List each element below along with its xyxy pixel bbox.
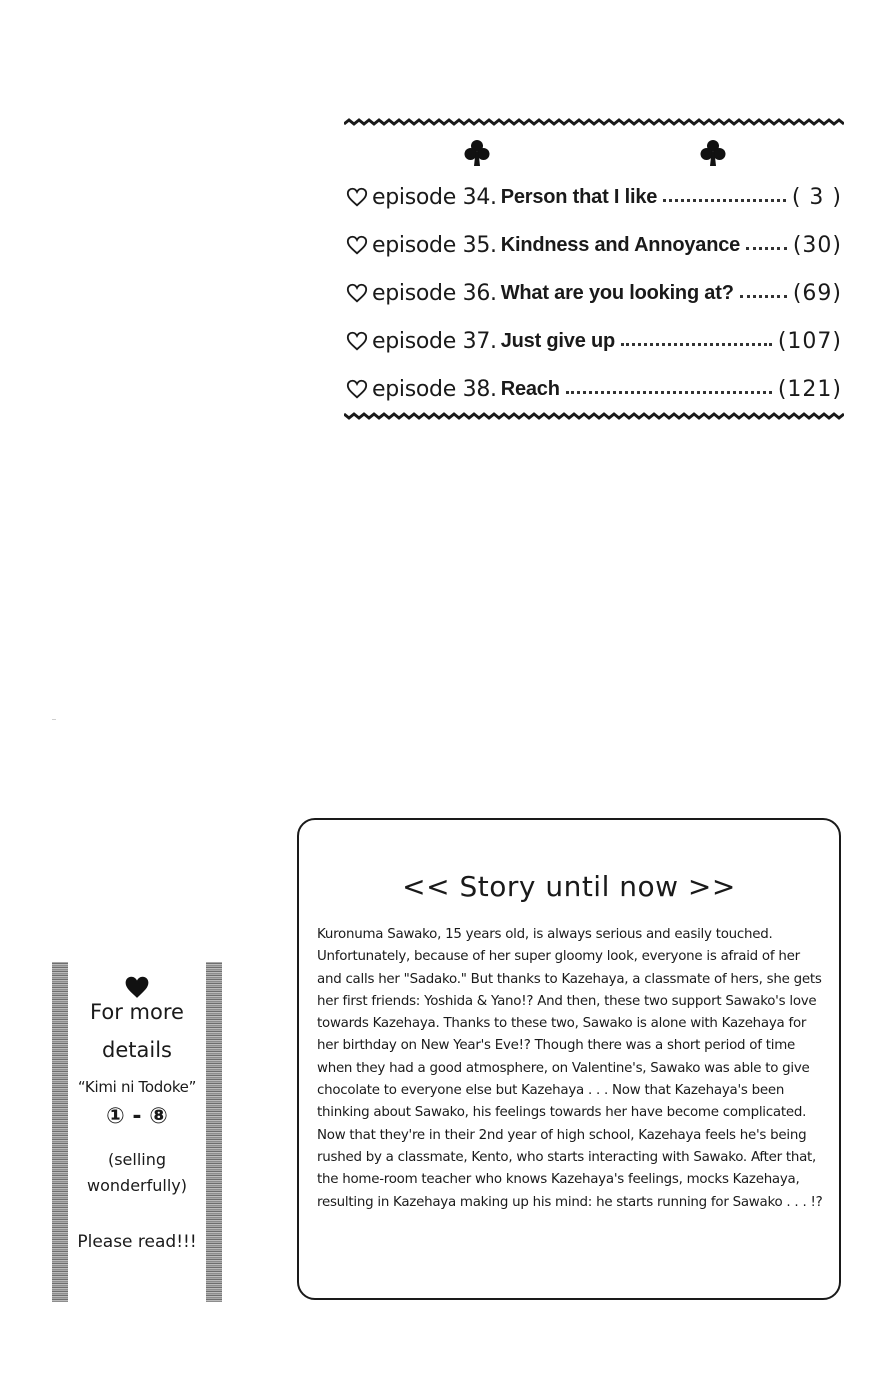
episode-number: episode 37. bbox=[372, 328, 497, 354]
screentone-band-right bbox=[206, 962, 222, 1302]
page-number: (107) bbox=[777, 328, 842, 354]
heart-outline-icon bbox=[346, 330, 368, 352]
promo-line-wonderfully: wonderfully) bbox=[87, 1176, 187, 1195]
toc-entry-episode-38 bbox=[346, 372, 842, 406]
page-number: ( 3 ) bbox=[791, 184, 842, 210]
story-body: Kuronuma Sawako, 15 years old, is always serious and easily touched. Unfortunately, because of her super gloomy look, everyone is afraid of her and calls her "Sadako." But thanks to Kazehaya, a classmate of hers, she gets her first friends: Yoshida & Yano!? And then, these two support Sawako's love towards Kazehaya. Thanks to these two, Sawako is alone with Kazehaya for her birthday on New Year's Eve!? Though there was a short period of time when they had a good atmosphere, on Valentine's, Sawako was able to give chocolate to everyone else but Kazehaya . . . Now that Kazehaya's been thinking about Sawako, his feelings towards her have become complicated. Now that they're in their 2nd year of high school, Kazehaya feels he's being rushed by a classmate, Kento, who starts interacting with Sawako. After that, the home-room teacher who knows Kazehaya's feelings, mocks Kazehaya, resulting in Kazehaya making up his mind: he starts running for Sawako . . . !? bbox=[317, 927, 823, 1210]
episode-number: episode 34. bbox=[372, 184, 497, 210]
heart-outline-icon bbox=[346, 234, 368, 256]
promo-line-please-read: Please read!!! bbox=[77, 1232, 197, 1252]
episode-number: episode 35. bbox=[372, 232, 497, 258]
promo-series-title: “Kimi ni Todoke” bbox=[77, 1078, 197, 1096]
promo-volume-range: ① - ⑧ bbox=[106, 1104, 168, 1129]
heart-icon bbox=[124, 974, 150, 1000]
screentone-band-left bbox=[52, 962, 68, 1302]
table-of-contents bbox=[344, 118, 844, 424]
promo-line-for-more: For more bbox=[90, 1000, 184, 1024]
promo-sidebar bbox=[52, 962, 222, 1302]
story-title: << Story until now >> bbox=[402, 870, 736, 903]
episode-number: episode 38. bbox=[372, 376, 497, 402]
dot-leader bbox=[746, 247, 787, 250]
episode-title: What are you looking at? bbox=[500, 281, 734, 304]
heart-outline-icon bbox=[346, 378, 368, 400]
episode-title: Kindness and Annoyance bbox=[500, 233, 741, 256]
story-summary-box bbox=[297, 818, 841, 1300]
page-number: (121) bbox=[777, 376, 842, 402]
dot-leader bbox=[621, 343, 772, 346]
promo-line-selling: (selling bbox=[107, 1150, 167, 1169]
dot-leader bbox=[740, 295, 787, 298]
episode-title: Just give up bbox=[500, 329, 616, 352]
toc-entry-episode-34 bbox=[346, 180, 842, 214]
heart-outline-icon bbox=[346, 186, 368, 208]
club-icon bbox=[462, 138, 492, 168]
zigzag-border-top bbox=[344, 118, 844, 126]
promo-line-details: details bbox=[102, 1038, 172, 1062]
episode-title: Person that I like bbox=[500, 185, 658, 208]
dot-leader bbox=[663, 199, 786, 202]
zigzag-border-bottom bbox=[344, 412, 844, 420]
page-number: (30) bbox=[792, 232, 842, 258]
episode-title: Reach bbox=[500, 377, 560, 400]
heart-outline-icon bbox=[346, 282, 368, 304]
print-speck bbox=[52, 719, 56, 720]
club-icon bbox=[698, 138, 728, 168]
promo-content bbox=[68, 962, 206, 1302]
toc-entry-episode-36 bbox=[346, 276, 842, 310]
dot-leader bbox=[566, 391, 772, 394]
episode-number: episode 36. bbox=[372, 280, 497, 306]
toc-entry-episode-35 bbox=[346, 228, 842, 262]
toc-entry-episode-37 bbox=[346, 324, 842, 358]
page-number: (69) bbox=[792, 280, 842, 306]
